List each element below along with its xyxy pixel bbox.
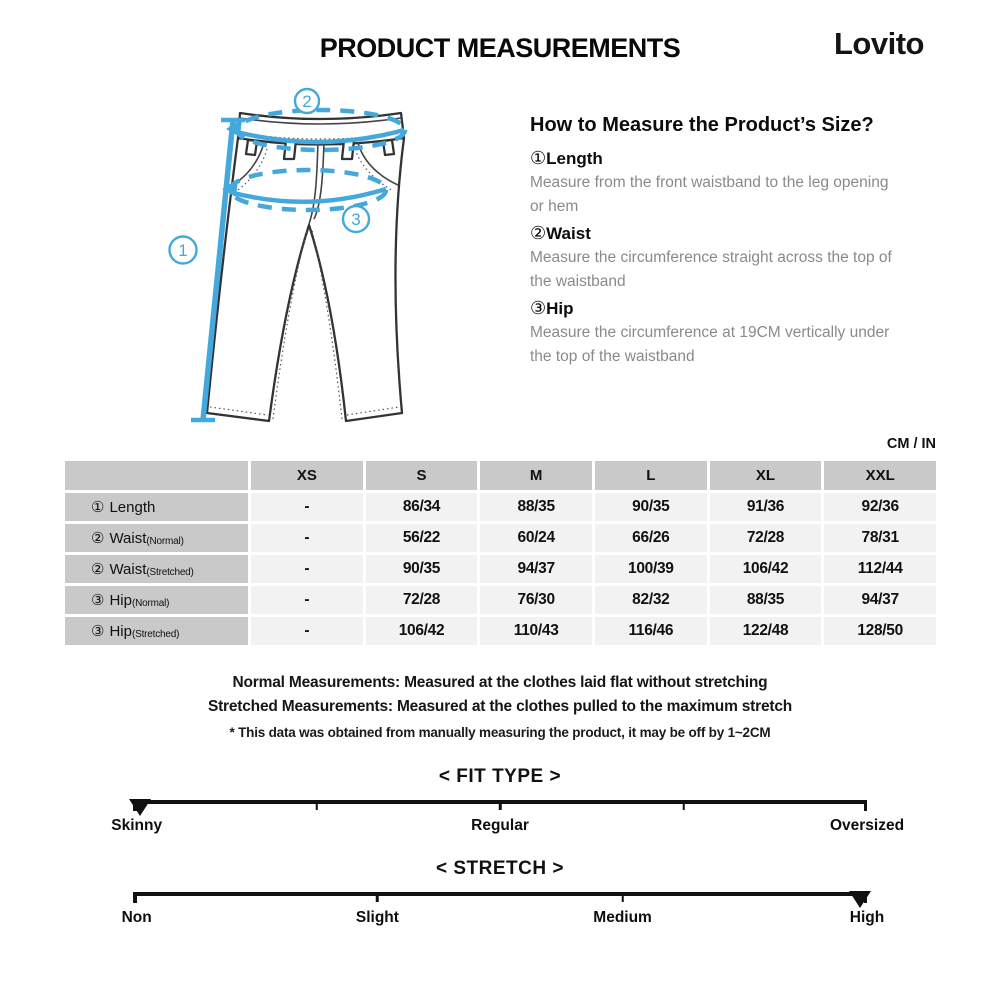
row-name: Hip	[109, 591, 132, 609]
guide-item-waist-desc: Measure the circumference straight across the top of the waistband	[530, 249, 892, 290]
row-sub-label: (Stretched)	[146, 566, 194, 578]
brand-logo: Lovito	[834, 26, 924, 61]
row-sub-label: (Normal)	[131, 597, 170, 609]
measure-guide	[530, 112, 930, 368]
fit-type-scale-line	[133, 800, 867, 804]
unit-label: CM / IN	[886, 436, 936, 452]
guide-item-waist-title	[530, 221, 930, 246]
row-number: ①	[91, 499, 105, 516]
scale-label-high: High	[849, 909, 885, 926]
scale-tick	[376, 892, 379, 902]
table-cell-value: -	[251, 493, 363, 521]
table-cell-value: 94/37	[480, 555, 592, 583]
row-name: Waist	[109, 529, 147, 547]
table-cell-value: 88/35	[710, 586, 822, 614]
fit-type-scale	[0, 765, 1000, 839]
table-cell-value: 72/28	[710, 524, 822, 552]
guide-item-length-desc: Measure from the front waistband to the leg opening or hem	[530, 174, 889, 215]
scale-end-cap	[133, 892, 137, 903]
table-cell-value: 66/26	[595, 524, 707, 552]
guide-item-hip-desc: Measure the circumference at 19CM vertically under the top of the waistband	[530, 324, 890, 365]
stretch-scale-line	[133, 892, 867, 896]
callout-1-label: 1	[178, 241, 188, 260]
table-cell-value: 60/24	[480, 524, 592, 552]
guide-item-number: ①	[530, 148, 547, 168]
table-cell-value: -	[251, 555, 363, 583]
table-cell-value: 56/22	[366, 524, 478, 552]
row-label-hipstretched	[65, 617, 248, 645]
table-cell-value: 110/43	[480, 617, 592, 645]
note-disclaimer: * This data was obtained from manually measuring the product, it may be off by 1~2CM	[229, 725, 771, 740]
fit-type-scale-title: < FIT TYPE >	[438, 766, 562, 787]
scale-label-oversized: Oversized	[829, 817, 905, 834]
row-label-waistnormal	[65, 524, 248, 552]
table-cell-value: 112/44	[824, 555, 936, 583]
stretch-marker	[849, 891, 871, 908]
table-cell-value: 116/46	[595, 617, 707, 645]
stretch-scale-labels	[121, 909, 885, 931]
stretch-scale	[0, 857, 1000, 931]
table-cell-value: 106/42	[366, 617, 478, 645]
row-label-hipnormal	[65, 586, 248, 614]
scale-label-regular: Regular	[471, 817, 529, 834]
row-sub-label: (Normal)	[146, 535, 184, 547]
table-cell-value: 90/35	[366, 555, 478, 583]
table-cell-value: 78/31	[824, 524, 936, 552]
row-label-length	[65, 493, 248, 521]
row-number: ③	[91, 592, 105, 609]
table-cell-value: 72/28	[366, 586, 478, 614]
table-cell-value: 92/36	[824, 493, 936, 521]
guide-item-length-title	[530, 146, 930, 171]
row-name: Hip	[109, 622, 132, 640]
table-cell-value: 76/30	[480, 586, 592, 614]
table-cell-value: 86/34	[366, 493, 478, 521]
size-table	[65, 461, 936, 645]
scale-tick	[499, 800, 502, 810]
table-cell-value: -	[251, 524, 363, 552]
callout-3-label: 3	[351, 210, 361, 229]
table-cell-value: 88/35	[480, 493, 592, 521]
stretch-scale-title: < STRETCH >	[436, 858, 564, 879]
row-number: ②	[91, 530, 105, 547]
table-cell-value: -	[251, 586, 363, 614]
guide-item-name: Hip	[546, 299, 574, 318]
fit-type-scale-labels	[111, 817, 905, 839]
scale-label-slight: Slight	[355, 909, 399, 926]
note-stretched: Stretched Measurements: Measured at the clothes pulled to the maximum stretch	[207, 698, 793, 715]
table-cell-value: -	[251, 617, 363, 645]
table-cell-value: 91/36	[710, 493, 822, 521]
column-header-l: L	[595, 461, 707, 490]
row-name: Waist	[109, 560, 147, 578]
page-title: PRODUCT MEASUREMENTS	[319, 33, 681, 63]
column-header-xs: XS	[251, 461, 363, 490]
pants-diagram	[130, 85, 510, 445]
table-cell-value: 128/50	[824, 617, 936, 645]
table-cell-value: 106/42	[710, 555, 822, 583]
fit-type-marker	[129, 799, 151, 816]
column-header-xxl: XXL	[824, 461, 936, 490]
table-cell-value: 94/37	[824, 586, 936, 614]
table-cell-value: 82/32	[595, 586, 707, 614]
scale-label-non: Non	[121, 909, 152, 926]
scale-tick	[621, 892, 624, 902]
row-number: ③	[91, 623, 105, 640]
scale-label-skinny: Skinny	[111, 817, 163, 834]
scale-end-cap	[864, 800, 868, 811]
pants-outline	[207, 113, 404, 421]
pants-drawing-svg	[130, 85, 510, 445]
scale-tick	[315, 800, 318, 810]
table-cell-value: 100/39	[595, 555, 707, 583]
guide-item-number: ③	[530, 298, 547, 318]
row-number: ②	[91, 561, 105, 578]
guide-item-name: Waist	[546, 224, 591, 243]
scale-tick	[682, 800, 685, 810]
column-header-m: M	[480, 461, 592, 490]
guide-heading: How to Measure the Product’s Size?	[530, 114, 874, 136]
table-cell-value: 90/35	[595, 493, 707, 521]
guide-item-number: ②	[530, 223, 547, 243]
row-sub-label: (Stretched)	[131, 628, 180, 640]
column-header-xl: XL	[710, 461, 822, 490]
table-corner-cell	[65, 461, 248, 490]
callout-2-label: 2	[302, 92, 312, 111]
scale-label-medium: Medium	[593, 909, 652, 926]
note-normal: Normal Measurements: Measured at the clothes laid flat without stretching	[232, 674, 768, 691]
table-cell-value: 122/48	[710, 617, 822, 645]
guide-item-hip-title	[530, 296, 930, 321]
guide-item-name: Length	[546, 149, 603, 168]
notes-block	[0, 671, 1000, 740]
row-name: Length	[109, 498, 156, 516]
row-label-waiststretched	[65, 555, 248, 583]
column-header-s: S	[366, 461, 478, 490]
